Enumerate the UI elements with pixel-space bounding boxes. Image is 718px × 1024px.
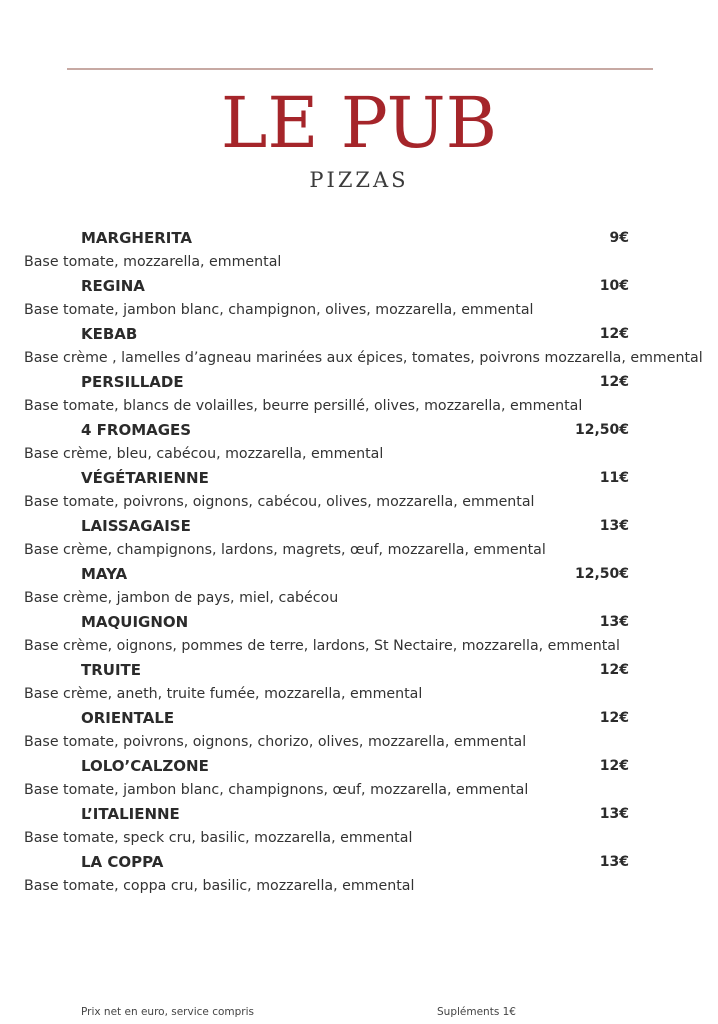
footer-price-note: Prix net en euro, service compris [81, 1006, 254, 1018]
menu-item [0, 274, 718, 322]
footer-supplements: Supléments 1€ [437, 1006, 516, 1018]
item-price: 9€ [609, 230, 629, 246]
item-name: ORIENTALE [81, 709, 175, 727]
item-description: Base tomate, blancs de volailles, beurre persillé, olives, mozzarella, emmental [24, 398, 583, 414]
item-description: Base crème , lamelles d’agneau marinées aux épices, tomates, poivrons mozzarella, emmental [24, 350, 703, 366]
item-description: Base crème, jambon de pays, miel, cabécou [24, 590, 339, 606]
item-price: 12€ [599, 710, 629, 726]
item-description: Base crème, oignons, pommes de terre, lardons, St Nectaire, mozzarella, emmental [24, 638, 620, 654]
item-price: 12,50€ [574, 566, 629, 582]
menu-item [0, 226, 718, 274]
menu-item [0, 658, 718, 706]
item-name: REGINA [81, 277, 145, 295]
item-price: 13€ [599, 614, 629, 630]
top-divider [67, 68, 653, 70]
page-subtitle: PIZZAS [309, 168, 409, 192]
item-description: Base crème, aneth, truite fumée, mozzarella, emmental [24, 686, 423, 702]
menu-item [0, 322, 718, 370]
menu-item [0, 466, 718, 514]
item-name: TRUITE [81, 661, 142, 679]
menu-item [0, 706, 718, 754]
item-name: MAYA [81, 565, 128, 583]
item-price: 13€ [599, 518, 629, 534]
item-description: Base tomate, speck cru, basilic, mozzarella, emmental [24, 830, 413, 846]
menu-item [0, 514, 718, 562]
item-description: Base crème, champignons, lardons, magrets, œuf, mozzarella, emmental [24, 542, 546, 558]
item-price: 12,50€ [574, 422, 629, 438]
menu-item [0, 610, 718, 658]
item-description: Base crème, bleu, cabécou, mozzarella, emmental [24, 446, 384, 462]
menu-item [0, 850, 718, 898]
item-price: 12€ [599, 758, 629, 774]
menu-item [0, 802, 718, 850]
item-description: Base tomate, jambon blanc, champignon, olives, mozzarella, emmental [24, 302, 534, 318]
page-title: LE PUB [220, 82, 498, 164]
menu-item [0, 418, 718, 466]
item-price: 12€ [599, 326, 629, 342]
item-name: 4 FROMAGES [81, 421, 192, 439]
menu-item [0, 562, 718, 610]
item-name: MARGHERITA [81, 229, 193, 247]
item-name: PERSILLADE [81, 373, 184, 391]
item-price: 12€ [599, 374, 629, 390]
item-price: 11€ [599, 470, 629, 486]
item-description: Base tomate, jambon blanc, champignons, œuf, mozzarella, emmental [24, 782, 529, 798]
item-name: KEBAB [81, 325, 138, 343]
item-description: Base tomate, mozzarella, emmental [24, 254, 282, 270]
item-name: LAISSAGAISE [81, 517, 191, 535]
item-name: LA COPPA [81, 853, 164, 871]
item-description: Base tomate, coppa cru, basilic, mozzarella, emmental [24, 878, 415, 894]
item-name: VÉGÉTARIENNE [81, 469, 209, 487]
item-name: LOLO’CALZONE [81, 757, 209, 775]
item-price: 12€ [599, 662, 629, 678]
item-name: L’ITALIENNE [81, 805, 180, 823]
menu-item [0, 370, 718, 418]
item-name: MAQUIGNON [81, 613, 189, 631]
item-price: 10€ [599, 278, 629, 294]
menu-item [0, 754, 718, 802]
menu-list [0, 226, 718, 898]
item-description: Base tomate, poivrons, oignons, cabécou, olives, mozzarella, emmental [24, 494, 535, 510]
item-price: 13€ [599, 806, 629, 822]
item-description: Base tomate, poivrons, oignons, chorizo, olives, mozzarella, emmental [24, 734, 527, 750]
item-price: 13€ [599, 854, 629, 870]
